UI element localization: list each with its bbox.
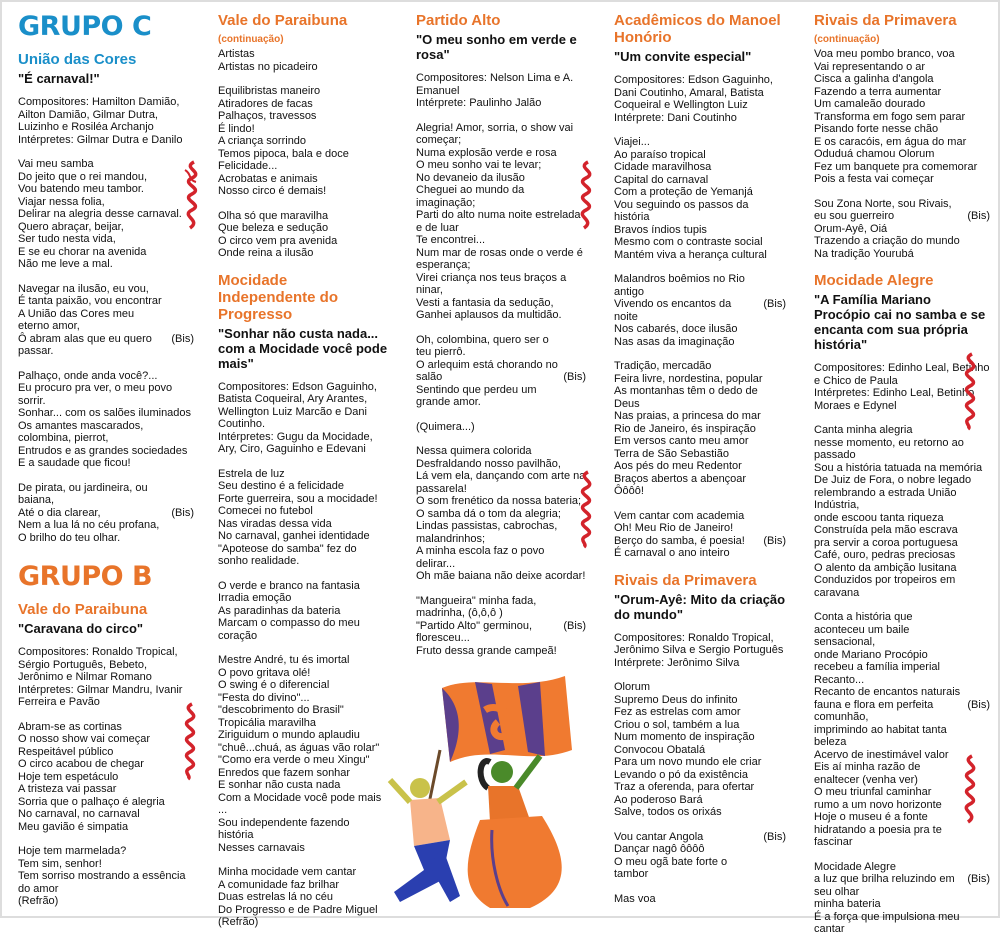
- stanza-text: "Mangueira" minha fada, madrinha, (ô,ô,ô ) "Partido Alto" germinou, floresceu... Fruto dessa grande campeã!: [416, 594, 557, 657]
- bis-marker: (Bis): [763, 830, 786, 843]
- lyrics-stanza: [614, 510, 786, 560]
- column-3: [416, 12, 586, 669]
- school-name-text: Mocidade Alegre: [814, 272, 934, 289]
- bis-marker: (Bis): [563, 619, 586, 632]
- credits: Compositores: Nelson Lima e A. Emanuel Intérprete: Paulinho Jalão: [416, 72, 574, 109]
- school-name-text: União das Cores: [18, 51, 137, 68]
- lyrics-stanza: [218, 580, 388, 643]
- lyrics-stanza: [614, 273, 786, 348]
- stanza-text: Abram-se as cortinas O nosso show vai começar Respeitável público O circo acabou de chegar Hoje tem espetáculo A tristeza vai passar Sorria que o palhaço é alegria No carnaval, no carnaval Meu gavião é simpatia: [18, 720, 165, 833]
- continuation-label: (continuação): [814, 34, 880, 45]
- samba-title: "Caravana do circo": [18, 621, 144, 636]
- stanza-text: Equilibristas maneiro Atiradores de facas Palhaços, travessos É lindo! A criança sorrindo Temos pipoca, bala e doce Felicidade... Acrobatas e animais Nosso circo é demais!: [218, 85, 349, 197]
- school-name: [614, 12, 786, 46]
- stanza-text: Mestre André, tu és imortal O povo gritava olé! O swing é o diferencial "Festa do divino"... "descobrimento do Brasil" Tropicália maravilha Ziriguidum o mundo aplaudiu "chuê...chuá, as águas vão rolar" "Como era verde o meu Xingu" Enredos que fazem sonhar E sonhar não custa nada Com a Mocidade você pode mais ... Sou independente fazendo história Nesses carnavais: [218, 654, 382, 854]
- school-name: [218, 272, 388, 323]
- stanza-text: Estrela de luz Seu destino é a felicidade Forte guerreira, sou a mocidade! Comecei no futebol Nas viradas dessa vida No carnaval, ganhei identidade "Apoteose do samba" fez do sonho realidade.: [218, 467, 378, 567]
- lyrics-stanza: [814, 48, 990, 186]
- group-heading: GRUPO C: [18, 11, 152, 42]
- credits: Compositores: Edson Gaguinho, Batista Coqueiral, Ary Arantes, Wellington Luiz Marcão e Dani Coutinho. Intérpretes: Gugu da Mocidade, Ary, Ciro, Gaguinho e Edevani: [218, 380, 377, 455]
- stanza-text: Tradição, mercadão Feira livre, nordestina, popular As montanhas têm o dedo de Deus Nas praias, a princesa do mar Rio de Janeiro, és inspiração Em versos canto meu amor Terra de São Sebastião Aos pés do meu Redentor Braços abertos a abençoar Ôôôô!: [614, 360, 763, 497]
- lyrics-stanza: [218, 85, 388, 198]
- lyrics-stanza: [18, 721, 194, 834]
- lyrics-stanza: [614, 360, 786, 498]
- bis-marker: (Bis): [563, 371, 586, 383]
- lyrics-stanza: [416, 445, 586, 583]
- lyrics-stanza: [416, 122, 586, 322]
- lyrics-stanza: [614, 681, 786, 819]
- samba-title: "Sonhar não custa nada... com a Mocidade você pode mais": [218, 325, 388, 371]
- stanza-text: Voa meu pombo branco, voa Vai representando o ar Cisca a galinha d'angola Fazendo a terra aumentar Um camaleão dourado Transforma em fogo sem parar Pisando forte nesse chão E os caracóis, em água do mar Oduduá chamou Olorum Fez um banquete pra comemorar Pois a festa vai começar: [814, 48, 978, 185]
- carnival-dancers-illustration: [380, 670, 602, 916]
- school-name: [18, 51, 194, 68]
- stanza-text: Mocidade Alegre a luz que brilha reluzindo em seu olhar minha bateria É a força que impulsiona meu cantar: [814, 860, 960, 935]
- bis-marker: (Bis): [967, 698, 990, 711]
- lyrics-stanza: [814, 198, 990, 261]
- stanza-text: O verde e branco na fantasia Irradia emoção As paradinhas da bateria Marcam o compasso do meu coração: [218, 579, 360, 642]
- stanza-text: Viajei... Ao paraíso tropical Cidade maravilhosa Capital do carnaval Com a proteção de Yemanjá Vou seguindo os passos da história Bravos índios tupis Mesmo com o contraste social Mantém viva a herança cultural: [614, 136, 767, 261]
- stanza-text: Palhaço, onde anda você?... Eu procuro pra ver, o meu povo sorrir. Sonhar... com os salões iluminados Os amantes mascarados, colombina, pierrot, Entrudos e as grandes sociedades E a saudade que ficou!: [18, 369, 192, 469]
- school-name: [814, 12, 990, 48]
- school-name: [218, 12, 388, 48]
- school-name: [614, 572, 786, 589]
- bis-marker: (Bis): [967, 873, 990, 885]
- school-name-text: Mocidade Independente do Progresso: [218, 271, 338, 323]
- lyrics-stanza: [614, 893, 786, 906]
- stanza-text: Olha só que maravilha Que beleza e sedução O circo vem pra avenida Onde reina a ilusão: [218, 209, 338, 259]
- streamer-icon: [178, 702, 204, 780]
- bis-marker: (Bis): [171, 506, 194, 519]
- lyrics-stanza: [18, 845, 194, 908]
- stanza-text: (Quimera...): [416, 420, 475, 433]
- lyrics-stanza: [614, 831, 786, 881]
- school-name-text: Partido Alto: [416, 12, 501, 29]
- stanza-text: Vai meu samba Do jeito que o rei mandou, Vou batendo meu tambor. Viajar nessa folia, Delirar na alegria desse carnaval. Quero abraçar, beijar, Ser tudo nesta vida, E se eu chorar na avenida Não me leve a mal.: [18, 158, 182, 270]
- credits: Compositores: Edinho Leal, Betinho e Chico de Paula Intérpretes: Edinho Leal, Betinho Moraes e Edynel: [814, 362, 990, 412]
- school-name-text: Vale do Paraibuna: [18, 601, 148, 618]
- lyrics-stanza: [416, 334, 586, 409]
- stanza-text: Artistas Artistas no picadeiro: [218, 48, 318, 73]
- bis-marker: (Bis): [763, 298, 786, 310]
- streamer-icon: [958, 754, 984, 826]
- school-name: [814, 272, 990, 289]
- stanza-text: Hoje tem marmelada? Tem sim, senhor! Tem sorriso mostrando a essência do amor (Refrão): [18, 845, 186, 907]
- credits: Compositores: Hamilton Damião, Ailton Damião, Gilmar Dutra, Luizinho e Rosiléa Archanjo Intérpretes: Gilmar Dutra e Danilo: [18, 96, 183, 146]
- streamer-icon: [574, 470, 600, 548]
- group-heading: GRUPO B: [18, 561, 153, 592]
- bis-marker: (Bis): [763, 534, 786, 547]
- lyrics-stanza: [614, 136, 786, 261]
- lyrics-stanza: [814, 424, 990, 599]
- school-name-text: Rivais da Primavera: [814, 12, 957, 29]
- column-2: [218, 12, 388, 941]
- column-4: [614, 12, 786, 917]
- school-name-text: Rivais da Primavera: [614, 571, 757, 589]
- stanza-text: Nessa quimera colorida Desfraldando nosso pavilhão, Lá vem ela, dançando com arte na passarela! O som frenético da nossa bateria; O samba dá o tom da alegria; Lindas passistas, cabrochas, malandrinhos; A minha escola faz o povo delirar... Oh mãe baiana não deixe acordar!: [416, 445, 586, 582]
- stanza-text: Malandros boêmios no Rio antigo Vivendo os encantos da noite Nos cabarés, doce ilusão Nas asas da imaginação: [614, 273, 745, 348]
- school-name-text: Vale do Paraibuna: [218, 12, 348, 29]
- credits: Compositores: Edson Gaguinho, Dani Coutinho, Amaral, Batista Coqueiral e Wellington Luiz Intérprete: Dani Coutinho: [614, 74, 773, 124]
- samba-title: "É carnaval!": [18, 71, 100, 86]
- streamer-icon: [958, 352, 984, 430]
- stanza-text: Oh, colombina, quero ser o teu pierrô. O arlequim está chorando no salão Sentindo que perdeu um grande amor.: [416, 333, 558, 408]
- streamer-icon: [574, 160, 600, 232]
- lyrics-stanza: [18, 158, 194, 271]
- lyrics-stanza: [218, 866, 388, 929]
- samba-title: "Orum-Ayê: Mito da criação do mundo": [614, 591, 786, 622]
- stanza-text: Sou Zona Norte, sou Rivais, eu sou guerreiro Orum-Ayê, Oiá Trazendo a criação do mundo Na tradição Yourubá: [814, 197, 960, 260]
- bis-marker: (Bis): [967, 210, 990, 222]
- lyrics-stanza: [814, 861, 990, 936]
- school-name: [18, 601, 194, 618]
- bis-marker: (Bis): [171, 332, 194, 345]
- column-1: [18, 12, 194, 920]
- lyrics-stanza: [218, 210, 388, 260]
- school-name-text: Acadêmicos do Manoel Honório: [614, 12, 781, 46]
- stanza-text: De pirata, ou jardineira, ou baiana, Até o dia clarear, Nem a lua lá no céu profana, O brilho do teu olhar.: [18, 481, 160, 544]
- stanza-text: Minha mocidade vem cantar A comunidade faz brilhar Duas estrelas lá no céu Do Progresso e de Padre Miguel (Refrão): [218, 866, 378, 928]
- lyrics-stanza: [218, 48, 388, 73]
- credits: Compositores: Ronaldo Tropical, Sérgio Português, Bebeto, Jerônimo e Nilmar Romano Intérpretes: Gilmar Mandru, Ivanir Ferreira e Pavão: [18, 646, 183, 708]
- stanza-text: Vou cantar Angola Dançar nagô ôôôô O meu ogã bate forte o tambor: [614, 830, 728, 880]
- continuation-label: (continuação): [218, 34, 284, 45]
- stanza-text: Conta a história que aconteceu um baile sensacional, onde Mariano Procópio recebeu a família imperial Recanto... Recanto de encantos naturais fauna e flora em perfeita comunhão, imprimindo ao habitat tanta beleza Acervo de inestimável valor Eis aí minha razão de enaltecer (venha ver) O meu triunfal caminhar rumo a um novo horizonte Hoje o museu é a fonte hidratando a poesia pra te fascinar: [814, 611, 961, 848]
- lyrics-stanza: [18, 370, 194, 470]
- school-name: [416, 12, 586, 29]
- stanza-text: Navegar na ilusão, eu vou, É tanta paixão, vou encontrar A União das Cores meu eterno amor, Ô abram alas que eu quero passar.: [18, 282, 162, 357]
- stanza-text: Canta minha alegria nesse momento, eu retorno ao passado Sou a história tatuada na memória De Juiz de Fora, o nobre legado relembrando a estrada União Indústria, onde escoou tanta riqueza Construída pela mão escrava pra servir a coroa portuguesa Café, ouro, pedras preciosas O alento da ambição lusitana Conduzidos por tropeiros em caravana: [814, 424, 983, 599]
- lyrics-stanza: [218, 468, 388, 568]
- samba-title: "Um convite especial": [614, 49, 752, 64]
- stanza-text: Olorum Supremo Deus do infinito Fez as estrelas com amor Criou o sol, também a lua Num momento de inspiração Convocou Obatalá Para um novo mundo ele criar Levando o pó da existência Traz a oferenda, para ofertar Ao poderoso Bará Salve, todos os orixás: [614, 681, 762, 818]
- stanza-text: Alegria! Amor, sorria, o show vai começar; Numa explosão verde e rosa O meu sonho vai te levar; No devaneio da ilusão Cheguei ao mundo da imaginação; Parti do alto numa noite estrelada e de luar Te encontrei... Num mar de rosas onde o verde é esperança; Virei criança nos teus braços a ninar, Vesti a fantasia da sedução, Ganhei aplausos da multidão.: [416, 121, 583, 321]
- stanza-text: Mas voa: [614, 892, 656, 905]
- lyrics-stanza: [416, 421, 586, 434]
- samba-title: "A Família Mariano Procópio cai no samba e se encanta com sua própria história": [814, 292, 986, 352]
- lyrics-stanza: [18, 283, 194, 358]
- lyrics-stanza: [416, 595, 586, 658]
- lyrics-stanza: [218, 654, 388, 854]
- credits: Compositores: Ronaldo Tropical, Jerônimo Silva e Sergio Português Intérprete: Jerônimo Silva: [614, 631, 784, 669]
- streamer-icon: [180, 160, 206, 232]
- samba-title: "O meu sonho em verde e rosa": [416, 32, 577, 62]
- lyrics-stanza: [18, 482, 194, 545]
- stanza-text: Vem cantar com academia Oh! Meu Rio de Janeiro! Berço do samba, é poesia! É carnaval o ano inteiro: [614, 509, 745, 559]
